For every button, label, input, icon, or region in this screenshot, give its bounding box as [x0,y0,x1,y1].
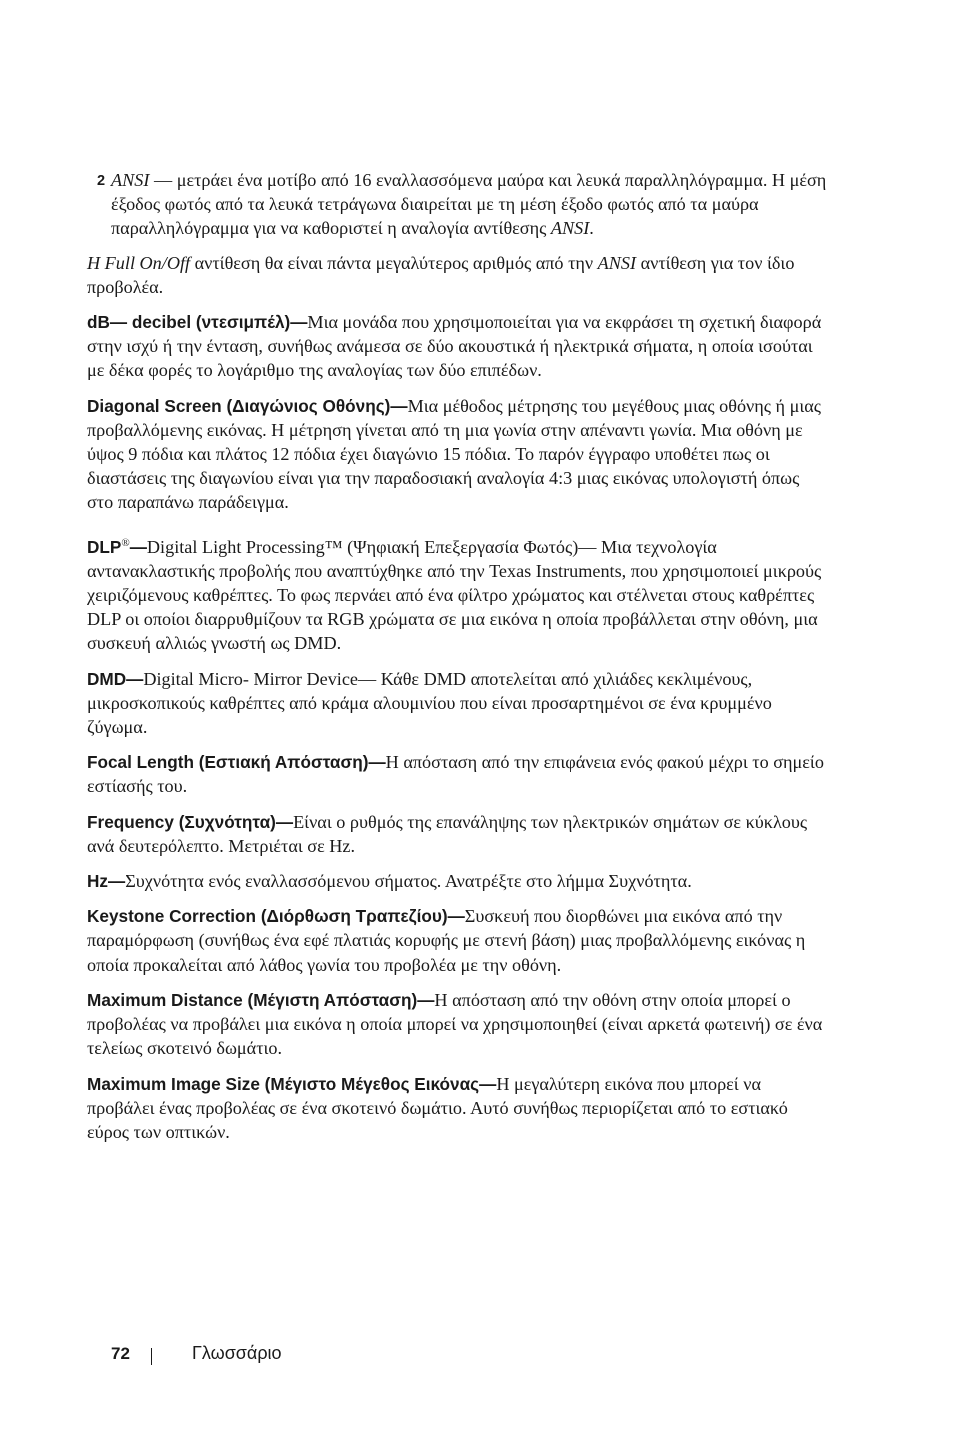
glossary-term: dB— decibel (ντεσιμπέλ)— [87,312,308,333]
glossary-entry-frequency [87,810,827,858]
page-number: 72 [111,1344,130,1363]
glossary-term: Maximum Image Size (Μέγιστο Μέγεθος Εικόνας— [87,1073,497,1094]
glossary-definition: Digital Light Processing™ (Ψηφιακή Επεξεργασία Φωτός)— Μια τεχνολογία αντανακλαστικής προβολής που αναπτύχθηκε από την Texas Instruments, που χρησιμοποιεί μικρούς χειριζόμενους καθρέπτες. Το φως περνάει από ένα φίλτρο χρώματος και στέλνεται στους καθρέπτες DLP οι οποίοι διαρρυθμίζουν τα RGB χρώματα σε μια εικόνα η οποία προβάλλεται στην οθόνη, μια συσκευή αλλιώς γνωστή ως DMD. [87,536,822,654]
glossary-entry-hz [87,869,827,893]
footnote-number: 2 [97,173,106,189]
glossary-definition: Digital Micro- Mirror Device— Κάθε DMD αποτελείται από χιλιάδες κεκλιμένους, μικροσκοπικούς καθρέπτες από κράμα αλουμινίου που είναι προσαρτημένοι σε ένα κρυμμένο ζύγωμα. [87,668,772,738]
glossary-term: Maximum Distance (Μέγιστη Απόσταση)— [87,989,435,1010]
section-title: Γλωσσάριο [192,1343,282,1363]
glossary-entry-diagonal-screen [87,394,827,515]
glossary-entry-focal-length [87,750,827,798]
glossary-entry-keystone-correction [87,904,827,977]
glossary-definition: Μια μονάδα που χρησιμοποιείται για να εκφράσει τη σχετική διαφορά στην ισχύ ή την ένταση, συνήθως ανάμεσα σε δύο ακουστικά ή ηλεκτρικά σήματα, η οποία ισούται με δέκα φορές το λογάριθμο της αναλογίας των δύο επιπέδων. [87,312,822,381]
glossary-term: Keystone Correction (Διόρθωση Τραπεζίου)— [87,906,465,927]
glossary-definition: Συσκευή που διορθώνει μια εικόνα από την παραμόρφωση (συνήθως ένα εφέ πλατιάς κορυφής με στενή βάση) μιας προβαλλόμενης εικόνας η οποία προκαλείται από λάθος γωνία του προβολέα με την οθόνη. [87,906,806,975]
glossary-definition: Μια μέθοδος μέτρησης του μεγέθους μιας οθόνης ή μιας προβαλλόμενης εικόνας. Η μέτρηση γίνεται από τη μια γωνία στην απέναντι γωνία. Μια οθόνη με ύψος 9 πόδια και πλάτος 12 πόδια έχει διαγώνιο 15 πόδια. Το παρόν έγγραφο υποθέτει πως οι διαστάσεις της διαγωνίου είναι για την παραδοσιακή αναλογία 4:3 μιας εικόνας υπολογιστή όπως στο παραπάνω παράδειγμα. [87,395,821,513]
page-footer [111,1340,282,1366]
footnote-item [87,168,827,241]
glossary-term [87,537,147,557]
footnote-text-end: . [589,218,594,239]
glossary-definition: Είναι ο ρυθμός της επανάληψης των ηλεκτρικών σημάτων σε κύκλους ανά δευτερόλεπτο. Μετριέται σε Hz. [87,811,808,856]
dlp-term: DLP [87,536,122,557]
ansi-term-note: ANSI [597,252,637,273]
glossary-entry-db [87,310,827,383]
term-dash: — [129,536,147,557]
full-on-off-term: Η Full On/Off [87,252,191,273]
glossary-term: Diagonal Screen (Διαγώνιος Οθόνης)— [87,395,408,416]
contrast-note [87,251,827,299]
glossary-term: DMD— [87,668,144,689]
glossary-entry-maximum-image-size [87,1072,827,1145]
glossary-term: Focal Length (Εστιακή Απόσταση)— [87,752,386,773]
registered-mark: ® [121,536,130,549]
glossary-term: Hz— [87,871,126,892]
footnote-text: — μετράει ένα μοτίβο από 16 εναλλασσόμενα μαύρα και λευκά παραλληλόγραμμα. Η μέση έξοδος φωτός από τα λευκά τετράγωνα διαιρείται με τη μέση έξοδο φωτός από τα μαύρα παραλληλόγραμμα για να καθοριστεί η αναλογία αντίθεσης [111,170,827,239]
glossary-entry-dmd [87,667,827,740]
note-text: αντίθεση θα είναι πάντα μεγαλύτερος αριθμός από την [190,252,598,273]
page-content [87,168,827,1155]
glossary-definition: Συχνότητα ενός εναλλασσόμενου σήματος. Ανατρέξτε στο λήμμα Συχνότητα. [125,871,692,892]
ansi-term-end: ANSI [550,218,590,239]
note-text-end: αντίθεση για τον ίδιο προβολέα. [87,252,795,297]
footer-divider [151,1348,152,1365]
glossary-definition: Η απόσταση από την επιφάνεια ενός φακού μέχρι το σημείο εστίασής του. [87,752,824,797]
glossary-definition: Η μεγαλύτερη εικόνα που μπορεί να προβάλει ένας προβολέας σε ένα σκοτεινό δωμάτιο. Αυτό συνήθως περιορίζεται από το εστιακό εύρος των οπτικών. [87,1073,788,1142]
glossary-definition: Η απόσταση από την οθόνη στην οποία μπορεί ο προβολέας να προβάλει μια εικόνα η οποία μπορεί να χρησιμοποιηθεί (είναι αρκετά φωτεινή) σε ένα τελείως σκοτεινό δωμάτιο. [87,989,823,1059]
glossary-term: Frequency (Συχνότητα)— [87,811,294,832]
glossary-entry-maximum-distance [87,988,827,1061]
ansi-term: ANSI [111,170,150,190]
glossary-entry-dlp [87,535,827,656]
